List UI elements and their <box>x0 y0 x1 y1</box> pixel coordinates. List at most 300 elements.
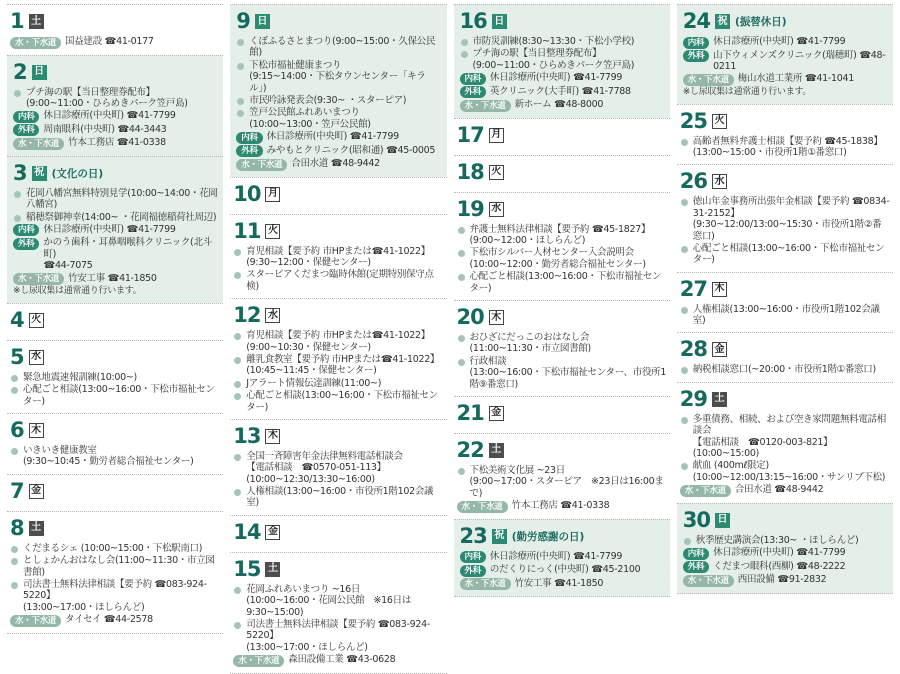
text-line: 人権相談(13:00~16:00・市役所1階102会議室) <box>246 486 434 509</box>
text-line: (10:00~16:00・花岡公民館 ※16日は9:30~15:00) <box>246 595 412 618</box>
day-header <box>457 305 667 330</box>
item-text <box>470 332 591 355</box>
text-line: 竹安工事 ☎41-1850 <box>514 577 604 589</box>
text-line: (10:00~12:00・勤労者総合福祉センター) <box>469 258 646 270</box>
date-number: 18 <box>456 159 484 184</box>
badge-water: 水・下水道 <box>460 578 511 590</box>
text-line: (9:00~12:00・ほしらんど) <box>469 235 586 247</box>
text-line: 休日診療所(中央町) ☎41-7799 <box>489 550 623 562</box>
item-text <box>26 188 218 211</box>
text-line: (11:00~11:30・市立図書館) <box>469 343 591 355</box>
event-item <box>13 188 218 211</box>
internal-medicine-duty-item <box>460 551 665 564</box>
dow-badge: 祝 <box>32 166 47 181</box>
dow-badge: 日 <box>32 65 47 80</box>
event-item <box>233 269 443 292</box>
text-line: (9:00~11:00・ひらめきパーク笠戸島) <box>26 97 188 109</box>
text-line: (10:45~11:45・保健センター) <box>246 365 377 377</box>
item-text <box>490 72 622 83</box>
day-cell-8 <box>7 511 223 634</box>
text-line: (13:00~17:00・ほしらんど) <box>246 641 368 653</box>
text-line: 梅山水道工業所 ☎41-1041 <box>737 73 855 85</box>
date-number: 22 <box>456 437 484 462</box>
text-line: ☎44-7075 <box>43 260 93 272</box>
day-cell-18 <box>454 155 670 192</box>
text-line: (10:00~12:30/13:30~16:00) <box>246 473 375 485</box>
item-text <box>23 384 220 407</box>
day-cell-9 <box>230 4 446 177</box>
event-bullet-icon <box>458 335 465 342</box>
text-line: みやもとクリニック(昭和通) ☎45-0005 <box>266 144 436 156</box>
water-sewer-duty-item <box>460 99 665 112</box>
text-line: 司法書士無料法律相談【要予約 ☎083-924-5220】 <box>246 619 431 642</box>
text-line: 多重債務、相続、および空き家問題無料電話相談会 <box>692 413 886 437</box>
surgery-duty-item <box>683 50 888 73</box>
day-cell-2 <box>7 55 223 156</box>
item-text <box>515 99 604 110</box>
item-text <box>512 500 610 511</box>
text-line: 全国一斉障害年金法律無料電話相談会 <box>246 450 403 462</box>
event-bullet-icon <box>11 387 18 394</box>
event-bullet-icon <box>681 367 688 374</box>
day-header <box>680 169 890 194</box>
item-text <box>23 372 137 383</box>
text-line: (9:00~17:00・スターピア ※23日は16:00まで) <box>469 476 664 499</box>
event-bullet-icon <box>234 489 241 496</box>
text-line: 徳山年金事務所出張年金相談【要予約 ☎0834-31-2152】 <box>692 196 890 219</box>
text-line: 花岡ふれあいまつり ~16日 <box>246 583 361 595</box>
day-cell-19 <box>454 192 670 300</box>
badge-naika: 内科 <box>13 224 39 236</box>
badge-naika: 内科 <box>460 551 486 563</box>
event-bullet-icon <box>684 538 691 545</box>
day-cell-5 <box>7 340 223 413</box>
dow-badge: 土 <box>489 443 504 458</box>
dow-badge: 火 <box>29 313 44 328</box>
item-text <box>23 555 220 578</box>
day-header <box>233 424 443 449</box>
text-line: (9:00~11:00・ひらめきパーク笠戸島) <box>472 59 635 71</box>
date-number: 5 <box>10 344 24 369</box>
day-header <box>680 109 890 134</box>
text-line: 合田水道 ☎48-9442 <box>734 484 824 496</box>
event-item <box>13 212 218 223</box>
text-line: 休日診療所(中央町) ☎41-7799 <box>266 131 399 143</box>
dow-badge: 木 <box>489 310 504 325</box>
event-item <box>233 378 443 389</box>
surgery-duty-item <box>683 561 888 574</box>
surgery-duty-item <box>13 237 218 271</box>
date-number: 8 <box>10 515 24 540</box>
event-item <box>457 356 667 390</box>
date-number: 21 <box>456 400 484 425</box>
dow-badge: 日 <box>492 14 507 29</box>
badge-geka: 外科 <box>460 86 486 98</box>
event-bullet-icon <box>14 90 21 97</box>
date-number: 28 <box>679 337 707 362</box>
event-item <box>236 36 441 59</box>
day-cell-29 <box>677 382 893 503</box>
text-line: 山下ウィメンズクリニック(瑞穂町) ☎48-0211 <box>713 49 886 72</box>
event-bullet-icon <box>11 582 18 589</box>
day-header <box>13 60 218 85</box>
event-item <box>10 384 220 407</box>
item-text <box>43 124 166 135</box>
day-header <box>457 197 667 222</box>
text-line: 合田水道 ☎48-9442 <box>291 158 380 170</box>
badge-water: 水・下水道 <box>10 615 61 627</box>
item-text <box>267 131 399 142</box>
event-item <box>236 95 441 106</box>
day-cell-16 <box>454 4 670 118</box>
day-header <box>680 337 890 362</box>
item-text <box>738 574 827 585</box>
text-line: 西田設備 ☎91-2832 <box>737 574 827 586</box>
text-line: (9:30~12:00/13:00~15:30・市役所1階②番窓口) <box>692 219 882 242</box>
badge-water: 水・下水道 <box>236 159 287 171</box>
event-item <box>680 414 890 460</box>
day-cell-21 <box>454 396 670 433</box>
item-text <box>470 465 667 499</box>
event-item <box>460 48 665 71</box>
day-header <box>233 219 443 244</box>
date-number: 7 <box>10 478 24 503</box>
date-number: 9 <box>236 9 250 33</box>
day-header <box>10 479 220 504</box>
event-item <box>683 535 888 546</box>
event-item <box>680 364 890 375</box>
dow-badge: 金 <box>265 525 280 540</box>
event-bullet-icon <box>681 246 688 253</box>
date-number: 1 <box>10 9 24 33</box>
item-text <box>515 578 604 589</box>
item-text <box>43 224 175 235</box>
text-line: 【電話相談 ☎0120-003-821】(10:00~15:00) <box>692 436 833 460</box>
text-line: (13:00~17:00・ほしらんど) <box>23 601 145 613</box>
item-text <box>23 445 194 468</box>
text-line: 納税相談窓口(~20:00・市役所1階①番窓口) <box>692 364 876 376</box>
calendar-column-1 <box>7 4 223 626</box>
text-line: (10:00~13:00・笠戸公民館) <box>249 118 371 130</box>
text-line: かのう歯科・耳鼻咽喉科クリニック(北斗町) <box>43 237 212 260</box>
day-cell-11 <box>230 214 446 299</box>
badge-geka: 外科 <box>683 50 709 62</box>
text-line: 休日診療所(中央町) ☎41-7799 <box>713 36 846 47</box>
item-text <box>470 247 646 270</box>
item-text <box>246 354 439 377</box>
text-line: くぼふるさとまつり(9:00~15:00・久保公民館) <box>249 36 436 59</box>
badge-geka: 外科 <box>13 238 39 250</box>
badge-water: 水・下水道 <box>683 575 734 587</box>
event-item <box>233 354 443 377</box>
event-bullet-icon <box>461 51 468 58</box>
event-item <box>233 330 443 353</box>
event-item <box>236 107 441 130</box>
day-cell-30 <box>677 503 893 594</box>
item-text <box>43 237 218 271</box>
item-text <box>693 460 885 483</box>
text-line: 竹本工務店 ☎41-0338 <box>68 137 166 149</box>
event-bullet-icon <box>234 249 241 256</box>
event-bullet-icon <box>11 558 18 565</box>
dow-badge: 木 <box>265 429 280 444</box>
text-line: (9:30~10:45・勤労者総合福祉センター) <box>23 456 194 468</box>
event-bullet-icon <box>14 215 21 222</box>
badge-naika: 内科 <box>460 73 486 85</box>
dow-badge: 土 <box>29 14 44 29</box>
event-item <box>233 619 443 653</box>
event-bullet-icon <box>458 359 465 366</box>
dow-badge: 水 <box>265 308 280 323</box>
item-text <box>249 107 370 130</box>
item-text <box>65 36 154 47</box>
water-sewer-duty-item <box>457 500 667 513</box>
water-sewer-duty-item <box>13 273 218 286</box>
day-cell-14 <box>230 515 446 552</box>
text-line: 稲穂祭御神幸(14:00~ ・花岡福徳稲荷社周辺) <box>26 211 217 223</box>
water-sewer-duty-item <box>233 654 443 667</box>
internal-medicine-duty-item <box>13 110 218 123</box>
internal-medicine-duty-item <box>683 547 888 560</box>
date-number: 12 <box>233 303 261 328</box>
day-header <box>233 303 443 328</box>
badge-naika: 内科 <box>683 37 709 49</box>
text-line: 新ホーム ☎48-8000 <box>514 99 604 111</box>
day-header <box>233 520 443 545</box>
item-text <box>713 561 845 572</box>
item-text <box>246 390 443 413</box>
day-cell-25 <box>677 104 893 165</box>
item-text <box>68 273 157 284</box>
water-sewer-duty-item <box>680 484 890 497</box>
item-text <box>693 243 890 266</box>
badge-geka: 外科 <box>683 561 709 573</box>
text-line: のだくりにっく(中央町) ☎45-2100 <box>489 564 641 576</box>
event-item <box>457 224 667 247</box>
text-line: (13:00~15:00・市役所1階①番窓口) <box>692 146 847 158</box>
calendar-column-3 <box>454 4 670 590</box>
event-bullet-icon <box>681 307 688 314</box>
item-text <box>696 535 859 546</box>
day-cell-26 <box>677 164 893 271</box>
text-line: タイセイ ☎44-2578 <box>65 614 153 626</box>
item-text <box>288 654 395 665</box>
event-item <box>233 246 443 269</box>
text-line: 心配ごと相談(13:00~16:00・下松市福祉センター) <box>692 242 885 266</box>
day-header <box>10 9 220 34</box>
badge-water: 水・下水道 <box>457 501 508 513</box>
day-header <box>10 516 220 541</box>
text-line: 弁護士無料法律相談【要予約 ☎45-1827】 <box>469 223 651 235</box>
text-line: 下松美術文化展 ~23日 <box>469 464 565 476</box>
event-bullet-icon <box>237 39 244 46</box>
event-item <box>233 584 443 618</box>
event-bullet-icon <box>234 333 241 340</box>
text-line: 心配ごと相談(13:00~16:00・下松市福祉センター) <box>469 271 662 294</box>
internal-medicine-duty-item <box>683 36 888 49</box>
text-line: 育児相談【要予約 市HPまたは☎41-1022】 <box>246 245 430 257</box>
holiday-name: (文化の日) <box>51 167 104 180</box>
day-header <box>233 557 443 582</box>
text-line: くだまるシェ (10:00~15:00・下松駅南口) <box>23 542 203 554</box>
event-item <box>457 465 667 499</box>
text-line: 高齢者無料弁護士相談【要予約 ☎45-1838】 <box>692 135 883 147</box>
event-bullet-icon <box>14 191 21 198</box>
day-header <box>460 9 665 34</box>
text-line: (9:30~12:00・保健センター) <box>246 257 371 269</box>
event-bullet-icon <box>681 417 688 424</box>
event-item <box>680 196 890 242</box>
event-item <box>233 390 443 413</box>
event-bullet-icon <box>237 63 244 70</box>
badge-naika: 内科 <box>683 548 709 560</box>
text-line: 休日診療所(中央町) ☎41-7799 <box>713 547 846 559</box>
event-bullet-icon <box>234 272 241 279</box>
dow-badge: 土 <box>265 562 280 577</box>
water-sewer-duty-item <box>10 36 220 49</box>
event-item <box>233 451 443 485</box>
event-item <box>457 332 667 355</box>
date-number: 16 <box>459 9 487 33</box>
item-text <box>291 158 380 169</box>
item-text <box>246 619 443 653</box>
item-text <box>246 486 443 509</box>
text-line: いきいき健康教室 <box>23 445 97 457</box>
date-number: 19 <box>456 196 484 221</box>
dow-badge: 水 <box>29 350 44 365</box>
water-sewer-duty-item <box>10 614 220 627</box>
item-text <box>738 73 854 84</box>
text-line: プチ海の駅【当日整理券配布】 <box>26 86 155 98</box>
day-cell-24 <box>677 4 893 104</box>
dow-badge: 月 <box>489 128 504 143</box>
event-bullet-icon <box>11 546 18 553</box>
holiday-name: (振替休日) <box>734 16 787 28</box>
event-bullet-icon <box>234 357 241 364</box>
date-number: 3 <box>13 160 27 185</box>
date-number: 11 <box>233 218 261 243</box>
dow-badge: 金 <box>489 406 504 421</box>
item-text <box>693 414 890 460</box>
event-item <box>10 372 220 383</box>
day-header <box>13 161 218 186</box>
badge-geka: 外科 <box>460 565 486 577</box>
text-line: (13:00~16:00・下松市福祉センター、市役所1階⑨番窓口) <box>469 367 667 390</box>
day-cell-6 <box>7 413 223 474</box>
text-line: 市民吟詠発表会(9:30~ ・スターピア) <box>249 94 407 106</box>
text-line: 緊急地震速報訓練(10:00~) <box>23 371 137 383</box>
surgery-duty-item <box>13 124 218 137</box>
event-item <box>457 271 667 294</box>
internal-medicine-duty-item <box>236 131 441 144</box>
water-sewer-duty-item <box>683 73 888 86</box>
badge-geka: 外科 <box>13 124 39 136</box>
day-header <box>10 345 220 370</box>
badge-water: 水・下水道 <box>233 655 284 667</box>
day-header <box>680 387 890 412</box>
calendar-column-4 <box>677 4 893 586</box>
item-text <box>267 145 436 156</box>
text-line: 【電話相談 ☎0570-051-113】 <box>246 462 386 474</box>
dow-badge: 火 <box>712 114 727 129</box>
text-line: 秋季歴史講演会(13:30~ ・ほしらんど) <box>695 534 859 546</box>
event-item <box>460 36 665 47</box>
text-line: 心配ごと相談(13:00~16:00・下松市福祉センター) <box>23 384 215 407</box>
item-text <box>249 36 441 59</box>
item-text <box>13 286 218 297</box>
item-text <box>490 551 622 562</box>
badge-naika: 内科 <box>13 111 39 123</box>
event-item <box>10 543 220 554</box>
item-text <box>246 378 381 389</box>
date-number: 30 <box>682 507 710 532</box>
text-line: 離乳食教室【要予約 市HPまたは☎41-1022】 <box>246 353 440 365</box>
surgery-duty-item <box>236 145 441 158</box>
text-line: おひざにだっこのおはなし会 <box>469 332 590 344</box>
badge-water: 水・下水道 <box>683 74 734 86</box>
text-line: (10:00~12:00/13:15~16:00・サンリブ下松) <box>692 471 886 483</box>
text-line: 英クリニック(大手町) ☎41-7788 <box>489 85 631 97</box>
text-line: ※し尿収集は通常通り行います。 <box>13 286 142 297</box>
day-cell-27 <box>677 272 893 333</box>
item-text <box>490 86 631 97</box>
text-line: 献血 (400mℓ限定) <box>692 460 769 472</box>
event-item <box>457 247 667 270</box>
date-number: 13 <box>233 423 261 448</box>
event-item <box>10 555 220 578</box>
event-item <box>233 486 443 509</box>
item-text <box>26 212 216 223</box>
badge-naika: 内科 <box>236 132 262 144</box>
item-text <box>246 451 402 485</box>
event-item <box>10 445 220 468</box>
text-line: (9:00~10:30・保健センター) <box>246 341 371 353</box>
day-cell-28 <box>677 332 893 381</box>
day-header <box>457 160 667 185</box>
text-line: 国益建設 ☎41-0177 <box>65 36 154 47</box>
item-text <box>26 87 188 110</box>
day-cell-7 <box>7 474 223 511</box>
text-line: 人権相談(13:00~16:00・市役所1階102会議室) <box>692 303 880 327</box>
event-bullet-icon <box>681 463 688 470</box>
holiday-name: (勤労感謝の日) <box>511 530 585 543</box>
event-bullet-icon <box>234 454 241 461</box>
day-cell-20 <box>454 300 670 396</box>
text-line: 下松市福祉健康まつり <box>249 59 342 71</box>
item-text <box>23 579 220 613</box>
date-number: 4 <box>10 307 24 332</box>
date-number: 27 <box>679 276 707 301</box>
badge-water: 水・下水道 <box>680 485 731 497</box>
text-line: 市防災訓練(8:30~13:30・下松小学校) <box>472 36 635 47</box>
calendar-column-2 <box>230 4 446 666</box>
date-number: 6 <box>10 418 24 443</box>
day-cell-13 <box>230 419 446 515</box>
event-item <box>10 579 220 613</box>
day-cell-22 <box>454 433 670 519</box>
date-number: 17 <box>456 122 484 147</box>
badge-water: 水・下水道 <box>13 273 64 285</box>
item-text <box>246 269 443 292</box>
day-header <box>457 438 667 463</box>
day-cell-3 <box>7 156 223 303</box>
day-header <box>683 508 888 533</box>
event-item <box>236 60 441 94</box>
day-header <box>460 524 665 549</box>
dow-badge: 土 <box>712 392 727 407</box>
date-number: 20 <box>456 305 484 330</box>
surgery-duty-item <box>460 564 665 577</box>
